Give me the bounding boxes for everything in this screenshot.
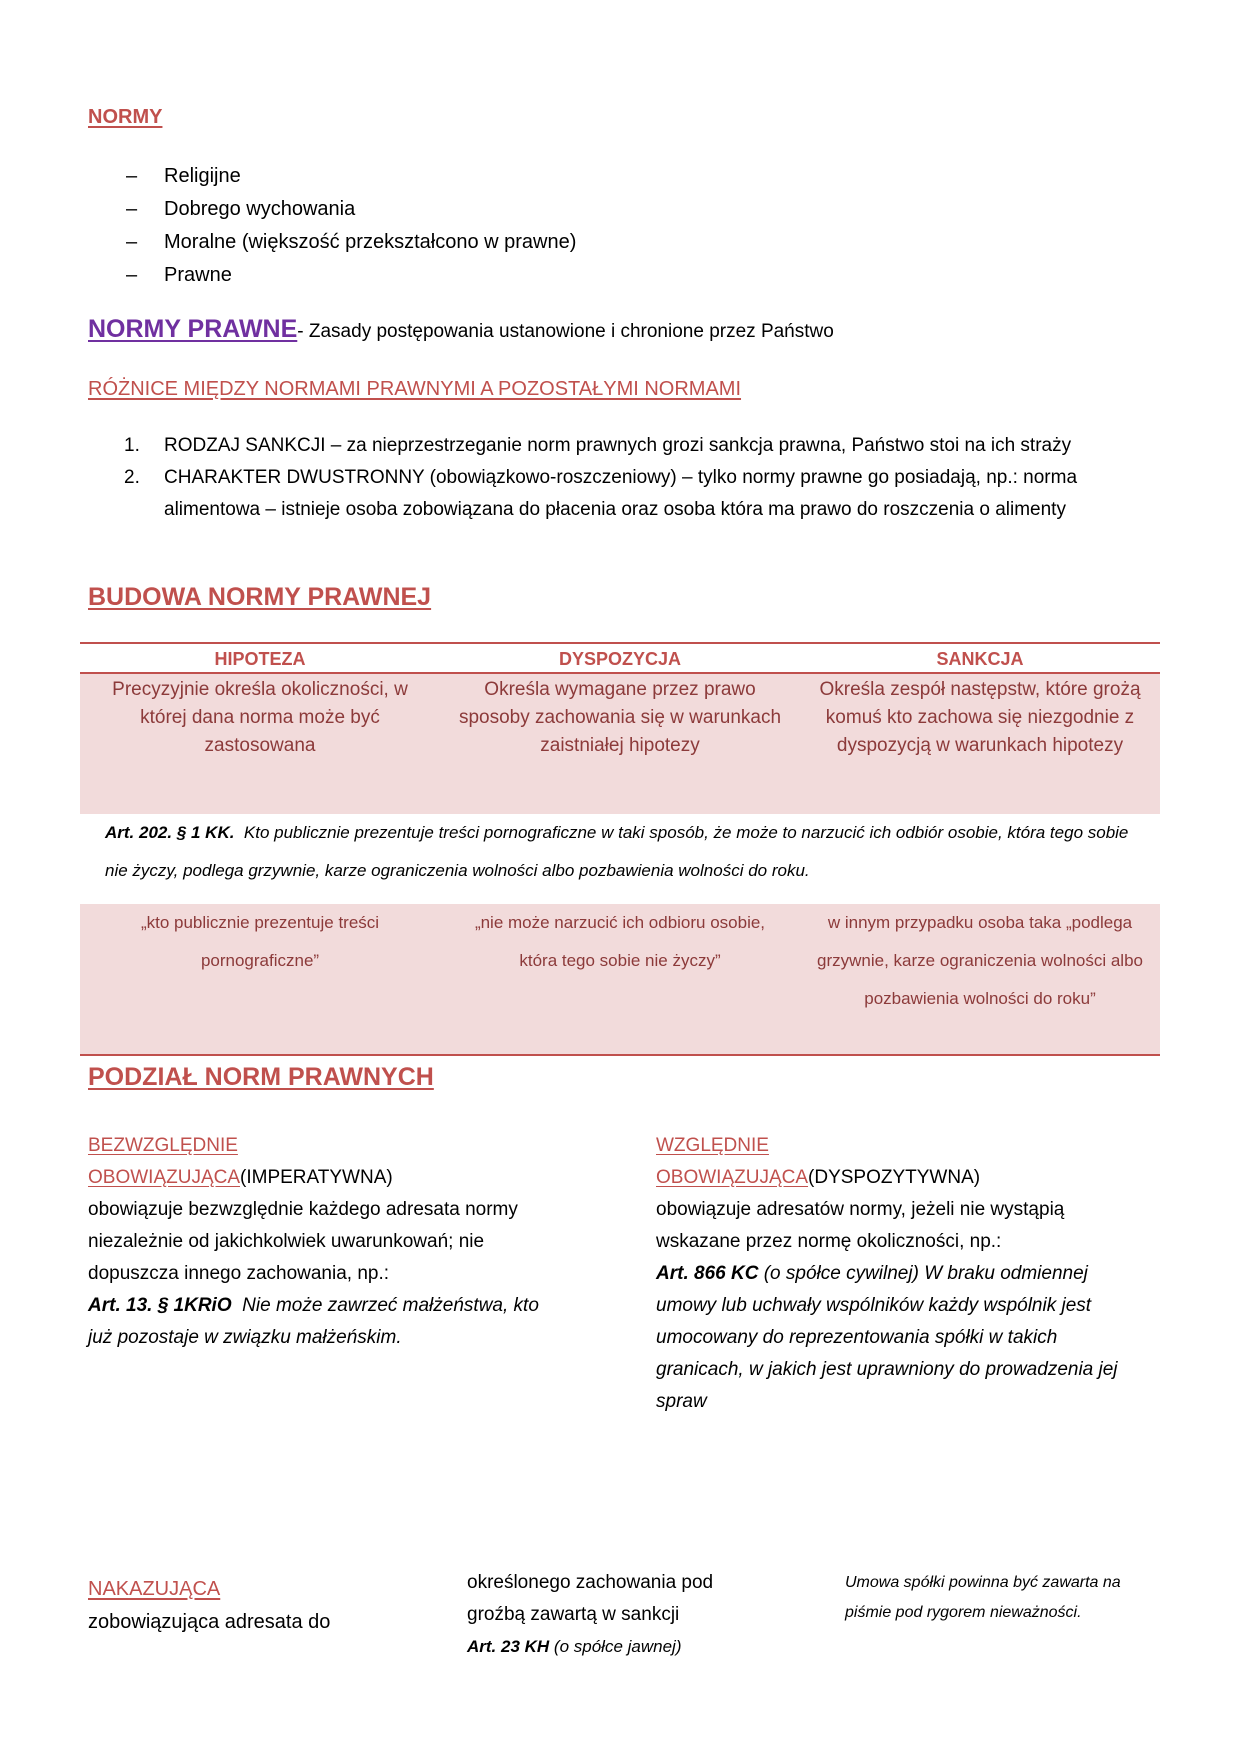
article-example: Art. 866 KC (o spółce cywilnej) W braku odmiennej umowy lub uchwały wspólników każdy wspólnik jest umocowany do reprezentowania spółki w takich granicach, w jakich jest uprawniony do prowadzenia jej spraw (656, 1263, 1118, 1412)
imperative-norm-column: BEZWZGLĘDNIE OBOWIĄZUJĄCA(IMPERATYWNA) obowiązuje bezwzględnie każdego adresata normy niezależnie od jakichkolwiek uwarunkowań; nie dopuszcza innego zachowania, np.: Art. 13. § 1KRiO Nie może zawrzeć małżeństwa, kto już pozostaje w związku małżeńskim. (88, 1130, 568, 1354)
description: zobowiązująca adresata do (88, 1611, 331, 1633)
article-example: Art. 13. § 1KRiO Nie może zawrzeć małżeństwa, kto już pozostaje w związku małżeńskim. (88, 1295, 539, 1348)
subheading: OBOWIĄZUJĄCA (88, 1167, 241, 1188)
normy-prawne-definition (88, 315, 834, 344)
table-cell: w innym przypadku osoba taka „podlega grzywnie, karze ograniczenia wolności albo pozbawienia wolności do roku” (817, 913, 1143, 1008)
dash-bullet: – (126, 198, 138, 220)
article-ref: Art. 202. § 1 KK. (105, 823, 235, 842)
table-cell: „nie może narzucić ich odbioru osobie, która tego sobie nie życzy” (474, 913, 766, 970)
column-header-hipoteza: HIPOTEZA (214, 649, 306, 669)
dash-bullet: – (126, 231, 138, 253)
column-header-sankcja: SANKCJA (936, 649, 1024, 669)
section-heading-budowa: BUDOWA NORMY PRAWNEJ (88, 583, 432, 611)
list-item: – Religijne (88, 160, 576, 193)
subheading-nakazujaca: NAKAZUJĄCA (88, 1578, 221, 1600)
table-cell: Precyzyjnie określa okoliczności, w której dana norma może być zastosowana (112, 679, 408, 756)
list-item: 2. CHARAKTER DWUSTRONNY (obowiązkowo-roszczeniowy) – tylko normy prawne go posiadają, np.: norma alimentowa – istnieje osoba zobowiązana do płacenia oraz osoba która ma prawo do roszczenia o alimenty (124, 467, 1078, 520)
subheading: OBOWIĄZUJĄCA (656, 1167, 809, 1188)
dash-bullet: – (126, 165, 138, 187)
normy-prawne-text: - Zasady postępowania ustanowione i chronione przez Państwo (297, 321, 834, 342)
column-header-dyspozycja: DYSPOZYCJA (558, 649, 682, 669)
table-row (80, 674, 1160, 814)
description: określonego zachowania pod groźbą zawartą w sankcji (467, 1572, 714, 1625)
list-item: – Dobrego wychowania (88, 193, 576, 226)
nakazujaca-continuation (467, 1567, 767, 1663)
description: obowiązuje adresatów normy, jeżeli nie wystąpią wskazane przez normę okoliczności, np.: (656, 1199, 1065, 1252)
section-heading-roznice: RÓŻNICE MIĘDZY NORMAMI PRAWNYMI A POZOSTAŁYMI NORMAMI (88, 378, 742, 400)
table-cell: Określa wymagane przez prawo sposoby zachowania się w warunkach zaistniałej hipotezy (458, 679, 782, 756)
norm-types-list (88, 160, 576, 292)
table-cell: Określa zespół następstw, które grożą komuś kto zachowa się niezgodnie z dyspozycją w warunkach hipotezy (819, 679, 1141, 756)
article-202-quote (105, 814, 1145, 890)
list-item: – Moralne (większość przekształcono w prawne) (88, 226, 576, 259)
article-text: Kto publicznie prezentuje treści pornograficzne w taki sposób, że może to narzucić ich odbiór osobie, która tego sobie nie życzy, podlega grzywnie, karze ograniczenia wolności albo pozbawienia wolności do roku. (105, 823, 1129, 880)
subheading: BEZWZGLĘDNIE (88, 1135, 238, 1156)
structure-table (80, 642, 1160, 814)
list-item: – Prawne (88, 259, 576, 292)
section-heading-normy: NORMY (88, 106, 163, 128)
subheading: WZGLĘDNIE (656, 1135, 769, 1156)
table-cell: „kto publicznie prezentuje treści pornograficzne” (140, 913, 380, 970)
list-item: 1. RODZAJ SANKCJI – za nieprzestrzeganie norm prawnych grozi sankcja prawna, Państwo stoi na ich straży (124, 435, 1072, 456)
example-table (80, 904, 1160, 1056)
nakazujaca-example: Umowa spółki powinna być zawarta na piśmie pod rygorem nieważności. (845, 1574, 1121, 1621)
dispositive-norm-column: WZGLĘDNIE OBOWIĄZUJĄCA(DYSPOZYTYWNA) obowiązuje adresatów normy, jeżeli nie wystąpią wskazane przez normę okoliczności, np.: Art. 866 KC (o spółce cywilnej) W braku odmiennej umowy lub uchwały wspólników każdy wspólnik jest umocowany do reprezentowania spółki w takich granicach, w jakich jest uprawniony do prowadzenia jej spraw (656, 1130, 1136, 1418)
table-header (80, 642, 1160, 674)
article-example: Art. 23 KH (o spółce jawnej) (467, 1637, 682, 1656)
differences-list (88, 430, 1148, 526)
section-heading-podzial: PODZIAŁ NORM PRAWNYCH (88, 1063, 434, 1091)
description: obowiązuje bezwzględnie każdego adresata normy niezależnie od jakichkolwiek uwarunkowań; nie dopuszcza innego zachowania, np.: (88, 1199, 518, 1284)
nakazujaca-block (88, 1573, 330, 1639)
normy-prawne-title: NORMY PRAWNE (88, 315, 298, 343)
dash-bullet: – (126, 264, 138, 286)
